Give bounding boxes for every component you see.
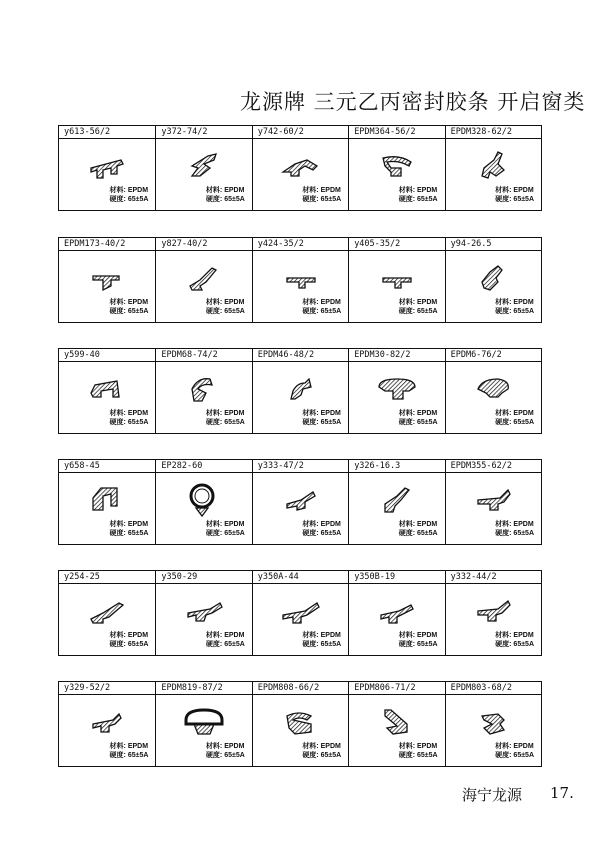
- hardness-label: 硬度:: [205, 641, 223, 648]
- material-value: EPDM: [127, 187, 149, 194]
- product-code: y742-60/2: [253, 126, 348, 139]
- hardness-value: 65±5A: [127, 752, 149, 759]
- product-row: [58, 348, 542, 434]
- material-label: 材料:: [302, 410, 319, 417]
- product-code: y326-16.3: [349, 460, 444, 473]
- material-label: 材料:: [495, 299, 512, 306]
- material-value: EPDM: [127, 743, 149, 750]
- spec-block: [302, 298, 341, 316]
- material-label: 材料:: [495, 410, 512, 417]
- seal-profile-icon: [275, 480, 327, 520]
- product-code: EPDM819-87/2: [156, 682, 251, 695]
- material-label: 材料:: [495, 521, 512, 528]
- product-cell: [348, 238, 444, 322]
- material-value: EPDM: [320, 632, 341, 639]
- hardness-value: 65±5A: [127, 196, 149, 203]
- spec-block: [206, 409, 245, 427]
- material-value: EPDM: [320, 187, 341, 194]
- spec-block: [399, 409, 438, 427]
- hardness-label: 硬度:: [302, 419, 319, 426]
- hardness-value: 65±5A: [224, 530, 245, 537]
- material-label: 材料:: [205, 187, 223, 194]
- seal-profile-icon: [468, 146, 520, 186]
- material-value: EPDM: [127, 410, 149, 417]
- material-value: EPDM: [513, 410, 534, 417]
- material-label: 材料:: [495, 743, 512, 750]
- product-code: EPDM30-82/2: [349, 349, 444, 362]
- hardness-label: 硬度:: [398, 641, 416, 648]
- product-row: [58, 681, 542, 767]
- product-cell: [59, 126, 155, 210]
- hardness-label: 硬度:: [109, 308, 126, 315]
- material-label: 材料:: [109, 187, 126, 194]
- material-value: EPDM: [224, 521, 245, 528]
- spec-block: [495, 298, 534, 316]
- spec-block: [495, 631, 534, 649]
- product-code: y333-47/2: [253, 460, 348, 473]
- hardness-value: 65±5A: [513, 530, 534, 537]
- product-cell: [348, 571, 444, 655]
- product-row: [58, 570, 542, 656]
- material-value: EPDM: [320, 521, 341, 528]
- product-cell: [252, 682, 348, 766]
- material-value: EPDM: [127, 521, 149, 528]
- seal-profile-icon: [371, 369, 423, 409]
- material-value: EPDM: [224, 187, 245, 194]
- hardness-value: 65±5A: [320, 196, 342, 203]
- hardness-label: 硬度:: [495, 530, 512, 537]
- product-row: [58, 459, 542, 545]
- material-value: EPDM: [127, 299, 149, 306]
- product-cell: [252, 571, 348, 655]
- hardness-label: 硬度:: [205, 308, 223, 315]
- material-label: 材料:: [205, 521, 223, 528]
- spec-block: [206, 631, 245, 649]
- hardness-label: 硬度:: [205, 530, 223, 537]
- seal-profile-icon: [178, 480, 230, 520]
- spec-block: [110, 631, 149, 649]
- spec-block: [302, 742, 341, 760]
- hardness-label: 硬度:: [109, 196, 126, 203]
- spec-block: [399, 742, 438, 760]
- material-label: 材料:: [302, 299, 319, 306]
- hardness-label: 硬度:: [205, 752, 223, 759]
- material-label: 材料:: [109, 743, 126, 750]
- material-label: 材料:: [205, 632, 223, 639]
- seal-profile-icon: [81, 258, 133, 298]
- product-code: y405-35/2: [349, 238, 444, 251]
- hardness-label: 硬度:: [398, 752, 416, 759]
- spec-block: [206, 298, 245, 316]
- product-code: EPDM355-62/2: [446, 460, 541, 473]
- seal-profile-icon: [468, 369, 520, 409]
- seal-profile-icon: [81, 146, 133, 186]
- product-code: y350-29: [156, 571, 251, 584]
- material-value: EPDM: [320, 299, 341, 306]
- material-value: EPDM: [417, 743, 438, 750]
- seal-profile-icon: [178, 702, 230, 742]
- hardness-value: 65±5A: [417, 530, 438, 537]
- hardness-label: 硬度:: [302, 196, 319, 203]
- seal-profile-icon: [275, 146, 327, 186]
- hardness-value: 65±5A: [127, 641, 149, 648]
- material-value: EPDM: [417, 187, 438, 194]
- material-value: EPDM: [417, 299, 438, 306]
- product-code: y350B-19: [349, 571, 444, 584]
- product-cell: [155, 126, 251, 210]
- page-title: 龙源牌 三元乙丙密封胶条 开启窗类: [240, 90, 586, 114]
- hardness-label: 硬度:: [109, 641, 126, 648]
- product-code: y599-40: [59, 349, 155, 362]
- seal-profile-icon: [468, 480, 520, 520]
- spec-block: [206, 520, 245, 538]
- product-cell: [445, 571, 541, 655]
- spec-block: [495, 409, 534, 427]
- hardness-value: 65±5A: [417, 752, 438, 759]
- material-label: 材料:: [398, 410, 416, 417]
- product-code: EPDM803-68/2: [446, 682, 541, 695]
- product-row: [58, 125, 542, 211]
- hardness-value: 65±5A: [127, 530, 149, 537]
- hardness-value: 65±5A: [513, 308, 534, 315]
- material-value: EPDM: [127, 632, 149, 639]
- seal-profile-icon: [468, 591, 520, 631]
- product-code: y424-35/2: [253, 238, 348, 251]
- material-value: EPDM: [513, 187, 534, 194]
- material-label: 材料:: [109, 410, 126, 417]
- hardness-value: 65±5A: [320, 641, 342, 648]
- material-value: EPDM: [513, 521, 534, 528]
- product-code: y658-45: [59, 460, 155, 473]
- spec-block: [399, 298, 438, 316]
- product-cell: [155, 571, 251, 655]
- product-code: EPDM364-56/2: [349, 126, 444, 139]
- hardness-value: 65±5A: [224, 196, 245, 203]
- seal-profile-icon: [81, 369, 133, 409]
- material-label: 材料:: [398, 743, 416, 750]
- material-label: 材料:: [495, 187, 512, 194]
- material-value: EPDM: [224, 743, 245, 750]
- hardness-value: 65±5A: [417, 641, 438, 648]
- product-cell: [445, 349, 541, 433]
- product-cell: [445, 460, 541, 544]
- product-code: y332-44/2: [446, 571, 541, 584]
- material-label: 材料:: [109, 299, 126, 306]
- seal-profile-icon: [275, 369, 327, 409]
- hardness-label: 硬度:: [398, 196, 416, 203]
- hardness-value: 65±5A: [127, 419, 149, 426]
- product-cell: [59, 238, 155, 322]
- hardness-value: 65±5A: [513, 752, 534, 759]
- material-value: EPDM: [417, 410, 438, 417]
- material-label: 材料:: [302, 632, 319, 639]
- product-code: EPDM808-66/2: [253, 682, 348, 695]
- spec-block: [302, 631, 341, 649]
- spec-block: [302, 186, 341, 204]
- product-code: y350A-44: [253, 571, 348, 584]
- material-label: 材料:: [109, 521, 126, 528]
- hardness-label: 硬度:: [205, 196, 223, 203]
- material-value: EPDM: [224, 632, 245, 639]
- material-value: EPDM: [320, 743, 341, 750]
- footer-company: 海宁龙源: [462, 786, 523, 804]
- hardness-value: 65±5A: [320, 308, 342, 315]
- seal-profile-icon: [275, 591, 327, 631]
- hardness-label: 硬度:: [302, 641, 319, 648]
- material-label: 材料:: [302, 521, 319, 528]
- seal-profile-icon: [178, 591, 230, 631]
- product-cell: [59, 349, 155, 433]
- material-value: EPDM: [417, 521, 438, 528]
- seal-profile-icon: [371, 146, 423, 186]
- spec-block: [399, 520, 438, 538]
- product-cell: [155, 460, 251, 544]
- product-cell: [252, 126, 348, 210]
- product-cell: [445, 238, 541, 322]
- hardness-value: 65±5A: [127, 308, 149, 315]
- hardness-label: 硬度:: [109, 752, 126, 759]
- seal-profile-icon: [468, 702, 520, 742]
- hardness-value: 65±5A: [224, 641, 245, 648]
- material-label: 材料:: [109, 632, 126, 639]
- seal-profile-icon: [178, 258, 230, 298]
- product-cell: [155, 682, 251, 766]
- hardness-value: 65±5A: [417, 308, 438, 315]
- material-label: 材料:: [302, 743, 319, 750]
- hardness-label: 硬度:: [495, 196, 512, 203]
- hardness-label: 硬度:: [302, 530, 319, 537]
- spec-block: [206, 742, 245, 760]
- hardness-label: 硬度:: [398, 530, 416, 537]
- hardness-label: 硬度:: [495, 641, 512, 648]
- product-cell: [59, 682, 155, 766]
- hardness-value: 65±5A: [224, 752, 245, 759]
- hardness-value: 65±5A: [513, 419, 534, 426]
- product-code: EPDM46-48/2: [253, 349, 348, 362]
- page-number: 17.: [550, 784, 574, 802]
- material-label: 材料:: [205, 743, 223, 750]
- product-code: y94-26.5: [446, 238, 541, 251]
- material-label: 材料:: [205, 410, 223, 417]
- material-label: 材料:: [398, 632, 416, 639]
- spec-block: [110, 520, 149, 538]
- spec-block: [110, 298, 149, 316]
- material-value: EPDM: [320, 410, 341, 417]
- product-cell: [252, 349, 348, 433]
- material-label: 材料:: [398, 299, 416, 306]
- material-label: 材料:: [398, 187, 416, 194]
- material-value: EPDM: [224, 410, 245, 417]
- product-code: EPDM68-74/2: [156, 349, 251, 362]
- hardness-label: 硬度:: [398, 419, 416, 426]
- material-label: 材料:: [398, 521, 416, 528]
- product-cell: [252, 460, 348, 544]
- hardness-label: 硬度:: [302, 308, 319, 315]
- spec-block: [110, 409, 149, 427]
- hardness-label: 硬度:: [109, 530, 126, 537]
- spec-block: [495, 742, 534, 760]
- seal-profile-icon: [371, 258, 423, 298]
- seal-profile-icon: [81, 702, 133, 742]
- spec-block: [495, 186, 534, 204]
- hardness-value: 65±5A: [224, 308, 245, 315]
- product-code: y329-52/2: [59, 682, 155, 695]
- hardness-value: 65±5A: [224, 419, 245, 426]
- product-code: EPDM173-40/2: [59, 238, 155, 251]
- product-cell: [59, 460, 155, 544]
- product-cell: [445, 682, 541, 766]
- product-code: y254-25: [59, 571, 155, 584]
- product-row: [58, 237, 542, 323]
- material-label: 材料:: [495, 632, 512, 639]
- hardness-label: 硬度:: [495, 419, 512, 426]
- product-cell: [348, 682, 444, 766]
- seal-profile-icon: [275, 258, 327, 298]
- seal-profile-icon: [81, 480, 133, 520]
- hardness-value: 65±5A: [320, 530, 342, 537]
- seal-profile-icon: [275, 702, 327, 742]
- material-label: 材料:: [302, 187, 319, 194]
- spec-block: [302, 520, 341, 538]
- hardness-label: 硬度:: [495, 752, 512, 759]
- hardness-label: 硬度:: [205, 419, 223, 426]
- hardness-value: 65±5A: [513, 641, 534, 648]
- product-cell: [155, 238, 251, 322]
- hardness-value: 65±5A: [320, 752, 342, 759]
- product-code: EPDM328-62/2: [446, 126, 541, 139]
- material-value: EPDM: [513, 632, 534, 639]
- hardness-value: 65±5A: [513, 196, 534, 203]
- hardness-label: 硬度:: [495, 308, 512, 315]
- spec-block: [399, 186, 438, 204]
- seal-profile-icon: [178, 369, 230, 409]
- product-code: y827-40/2: [156, 238, 251, 251]
- product-cell: [59, 571, 155, 655]
- hardness-label: 硬度:: [109, 419, 126, 426]
- product-cell: [348, 126, 444, 210]
- seal-profile-icon: [178, 146, 230, 186]
- hardness-value: 65±5A: [417, 196, 438, 203]
- hardness-label: 硬度:: [398, 308, 416, 315]
- material-value: EPDM: [417, 632, 438, 639]
- spec-block: [302, 409, 341, 427]
- product-cell: [155, 349, 251, 433]
- product-cell: [445, 126, 541, 210]
- spec-block: [495, 520, 534, 538]
- material-value: EPDM: [513, 299, 534, 306]
- material-value: EPDM: [513, 743, 534, 750]
- seal-profile-icon: [371, 480, 423, 520]
- product-code: EPDM6-76/2: [446, 349, 541, 362]
- hardness-value: 65±5A: [320, 419, 342, 426]
- product-cell: [348, 460, 444, 544]
- seal-profile-icon: [81, 591, 133, 631]
- spec-block: [206, 186, 245, 204]
- product-cell: [348, 349, 444, 433]
- product-cell: [252, 238, 348, 322]
- product-code: y372-74/2: [156, 126, 251, 139]
- seal-profile-icon: [371, 702, 423, 742]
- hardness-value: 65±5A: [417, 419, 438, 426]
- product-code: y613-56/2: [59, 126, 155, 139]
- material-value: EPDM: [224, 299, 245, 306]
- spec-block: [399, 631, 438, 649]
- seal-profile-icon: [468, 258, 520, 298]
- product-code: EPDM806-71/2: [349, 682, 444, 695]
- spec-block: [110, 742, 149, 760]
- product-code: EP282-60: [156, 460, 251, 473]
- spec-block: [110, 186, 149, 204]
- hardness-label: 硬度:: [302, 752, 319, 759]
- seal-profile-icon: [371, 591, 423, 631]
- material-label: 材料:: [205, 299, 223, 306]
